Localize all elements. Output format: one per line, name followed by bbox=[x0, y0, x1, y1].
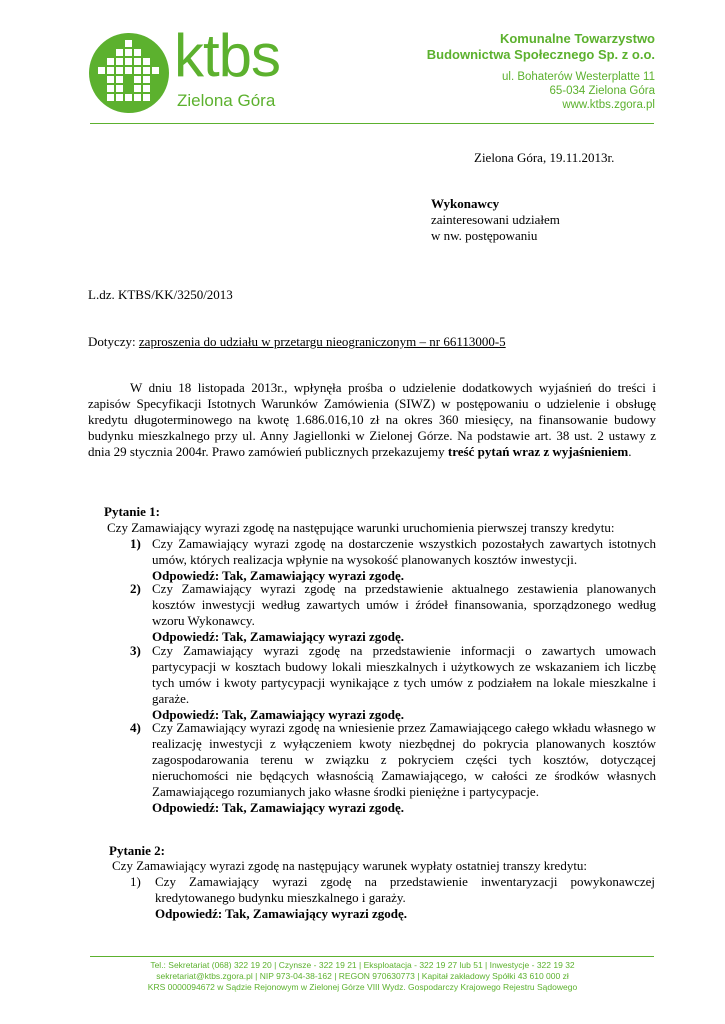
item-body bbox=[152, 643, 656, 723]
address-street: ul. Bohaterów Westerplatte 11 bbox=[502, 71, 655, 83]
subject-line bbox=[88, 334, 506, 350]
company-name bbox=[427, 31, 655, 63]
company-name-line2: Budownictwa Społecznego Sp. z o.o. bbox=[426, 47, 655, 62]
footer-registration: sekretariat@ktbs.zgora.pl | NIP 973-04-38-162 | REGON 970630773 | Kapitał zakładowy Spółki 43 610 000 zł bbox=[156, 971, 569, 981]
logo-city: Zielona Góra bbox=[177, 91, 276, 110]
item-number: 3) bbox=[130, 643, 141, 658]
item-text: Czy Zamawiający wyrazi zgodę na przedstawienie inwentaryzacji powykonawczej kredytowanego budynku mieszkalnego i garaży. bbox=[155, 874, 655, 905]
recipient-line2: zainteresowani udziałem bbox=[431, 212, 560, 227]
item-answer: Odpowiedź: Tak, Zamawiający wyrazi zgodę. bbox=[152, 568, 405, 583]
recipient-title: Wykonawcy bbox=[431, 196, 500, 211]
logo-house-icon bbox=[88, 32, 170, 114]
item-body bbox=[152, 720, 656, 816]
logo-text: ktbs bbox=[174, 22, 281, 89]
item-text: Czy Zamawiający wyrazi zgodę na dostarczenie wszystkich pozostałych zawartych istotnych umów, których realizacja wpłynie na wysokość planowanych kosztów inwestycji. bbox=[152, 536, 656, 567]
footer-phones: Tel.: Sekretariat (068) 322 19 20 | Czynsze - 322 19 21 | Eksploatacja - 322 19 27 lub 51 | Inwestycje - 322 19 32 bbox=[150, 960, 575, 970]
question1-heading: Pytanie 1: bbox=[104, 504, 160, 519]
header-divider bbox=[90, 123, 654, 124]
intro-bold: treść pytań wraz z wyjaśnieniem bbox=[447, 444, 629, 459]
intro-end: . bbox=[628, 444, 632, 459]
item-answer: Odpowiedź: Tak, Zamawiający wyrazi zgodę. bbox=[152, 800, 405, 815]
item-answer: Odpowiedź: Tak, Zamawiający wyrazi zgodę. bbox=[155, 906, 408, 921]
company-name-line1: Komunalne Towarzystwo bbox=[499, 31, 655, 46]
footer bbox=[0, 960, 725, 993]
item-answer: Odpowiedź: Tak, Zamawiający wyrazi zgodę. bbox=[152, 629, 405, 644]
item-text: Czy Zamawiający wyrazi zgodę na przedstawienie aktualnego zestawienia planowanych kosztów inwestycji według zawartych umów i źródeł finansowania, sporządzonego według wzoru Wykonawcy. bbox=[152, 581, 656, 628]
company-logo bbox=[88, 32, 170, 114]
item-number: 2) bbox=[130, 581, 141, 596]
item-body bbox=[155, 874, 655, 922]
footer-court: KRS 0000094672 w Sądzie Rejonowym w Zielonej Górze VIII Wydz. Gospodarczy Krajowego Rejestru Sądowego bbox=[147, 982, 578, 992]
item-number: 1) bbox=[130, 874, 141, 889]
reference-number: L.dz. KTBS/KK/3250/2013 bbox=[88, 287, 233, 302]
item-number: 1) bbox=[130, 536, 141, 551]
question2-heading: Pytanie 2: bbox=[109, 843, 165, 858]
company-address bbox=[502, 70, 655, 112]
item-body bbox=[152, 536, 656, 584]
recipient-line3: w nw. postępowaniu bbox=[431, 228, 538, 243]
subject-text: zaproszenia do udziału w przetargu nieograniczonym – nr 66113000-5 bbox=[138, 334, 506, 349]
address-city: 65-034 Zielona Góra bbox=[549, 85, 655, 97]
place-date: Zielona Góra, 19.11.2013r. bbox=[474, 150, 615, 165]
recipient-block bbox=[431, 196, 560, 244]
subject-label: Dotyczy: bbox=[88, 334, 136, 349]
intro-text: W dniu 18 listopada 2013r., wpłynęła prośba o udzielenie dodatkowych wyjaśnień do treści i zapisów Specyfikacji Istotnych Warunków Zamówienia (SIWZ) w postępowaniu o udzielenie i obsługę kredytu długoterminowego na kwotę 1.686.016,10 zł na okres 360 miesięcy, na finansowanie budowy budynku mieszkalnego przy ul. Anny Jagiellonki w Zielonej Górze. Na podstawie art. 38 ust. 2 ustawy z dnia 29 stycznia 2004r. Prawo zamówień publicznych przekazujemy bbox=[88, 380, 656, 459]
item-number: 4) bbox=[130, 720, 141, 735]
item-text: Czy Zamawiający wyrazi zgodę na wniesienie przez Zamawiającego całego wkładu własnego w realizację inwestycji z wyłączeniem kwoty niezbędnej do pokrycia planowanych kosztów zagospodarowania terenu w związku z pokryciem części tych kosztów, dotyczącej nieruchomości nie będących własnością Zamawiającego, w całości ze środków własnych Zamawiającego rozumianych jako własne środki pieniężne i partycypacje. bbox=[152, 720, 656, 799]
item-body bbox=[152, 581, 656, 645]
website-link[interactable]: www.ktbs.zgora.pl bbox=[562, 99, 655, 111]
question2-intro: Czy Zamawiający wyrazi zgodę na następujący warunek wypłaty ostatniej transzy kredytu: bbox=[112, 858, 588, 873]
item-answer: Odpowiedź: Tak, Zamawiający wyrazi zgodę. bbox=[152, 707, 405, 722]
footer-divider bbox=[90, 956, 654, 957]
question1-intro: Czy Zamawiający wyrazi zgodę na następujące warunki uruchomienia pierwszej transzy kredytu: bbox=[107, 520, 615, 535]
intro-paragraph bbox=[88, 380, 656, 460]
intro-text-block bbox=[88, 380, 656, 460]
item-text: Czy Zamawiający wyrazi zgodę na przedstawienie informacji o zawartych umowach partycypacji w kosztach budowy lokali mieszkalnych i użytkowych ze wskazaniem ich liczbę tych umów i kwoty partycypacji wynikające z tych umów z podziałem na lokale mieszkalne i garaże. bbox=[152, 643, 656, 706]
